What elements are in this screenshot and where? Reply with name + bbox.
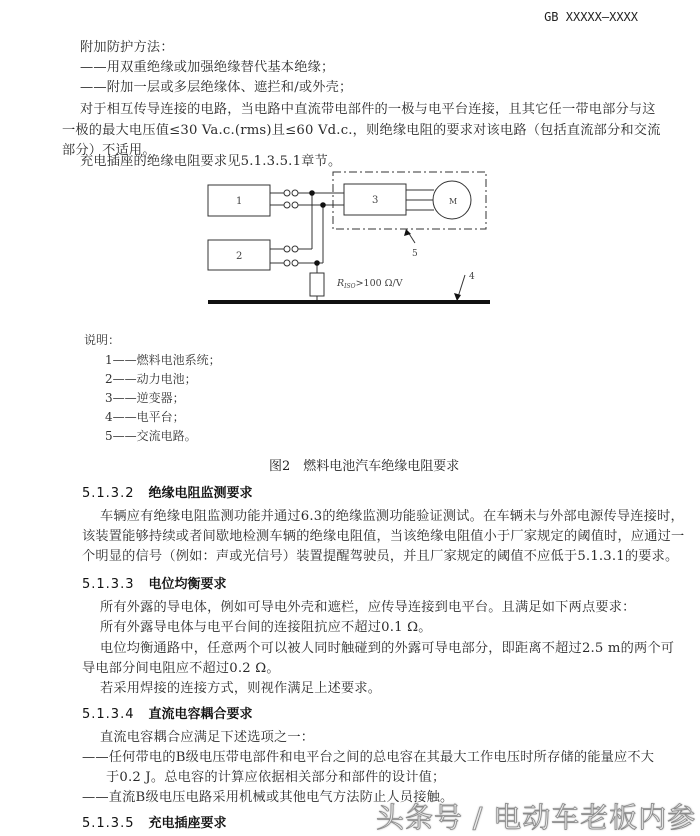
section-title: 电位均衡要求	[148, 577, 227, 592]
paragraph-line: 一极的最大电压值≤30 Va.c.(rms)且≤60 Vd.c.，则绝缘电阻的要求对该电路（包括直流部分和交流	[62, 123, 661, 138]
section-number: 5.1.3.2	[82, 486, 135, 501]
section-number: 5.1.3.4	[82, 707, 135, 722]
ac-label: 5	[412, 249, 418, 259]
legend-item: 3——逆变器；	[105, 391, 185, 405]
paragraph-line: 导电部分间电阻应不超过0.2 Ω。	[82, 661, 280, 676]
list-item: ——任何带电的B级电压带电部件和电平台之间的总电容在其最大工作电压时所存储的能量应不大	[82, 750, 655, 765]
section-title: 绝缘电阻监测要求	[148, 486, 253, 501]
box3-label: 3	[372, 195, 379, 206]
list-item: ——直流B级电压电路采用机械或其他电气方法防止人员接触。	[82, 790, 454, 805]
paragraph-line: 若采用焊接的连接方式，则视作满足上述要求。	[100, 681, 382, 696]
section-title: 充电插座要求	[148, 816, 227, 831]
section-heading-5-1-3-5	[82, 812, 227, 831]
paragraph-line: 该装置能够持续或者间歇地检测车辆的绝缘电阻值，当该绝缘电阻值小于厂家规定的阈值时，应通过一	[82, 529, 685, 544]
protection-item: ——用双重绝缘或加强绝缘替代基本绝缘；	[80, 60, 335, 75]
additional-protection-title: 附加防护方法：	[80, 40, 174, 55]
section-heading-5-1-3-2	[82, 482, 253, 501]
paragraph-line: 车辆应有绝缘电阻监测功能并通过6.3的绝缘监测功能验证测试。在车辆未与外部电源传导连接时，	[100, 509, 684, 524]
protection-item: ——附加一层或多层绝缘体、遮拦和/或外壳；	[80, 80, 353, 95]
figure-caption: 图2 燃料电池汽车绝缘电阻要求	[269, 459, 460, 474]
paragraph-line: 部分）不适用。	[62, 143, 156, 158]
resistor-label: $R_{ISO}>100$ Ω/V	[337, 278, 403, 290]
legend-item: 4——电平台；	[105, 410, 185, 424]
section-number: 5.1.3.3	[82, 577, 135, 592]
paragraph-line: 所有外露导电体与电平台间的连接阻抗应不超过0.1 Ω。	[100, 620, 432, 635]
legend-item: 1——燃料电池系统；	[105, 353, 221, 367]
charging-socket-reference: 充电插座的绝缘电阻要求见5.1.3.5.1章节。	[80, 154, 342, 169]
legend-item: 5——交流电路。	[105, 429, 197, 443]
insulation-resistance-diagram	[0, 0, 700, 320]
paragraph-line: 对于相互传导连接的电路，当电路中直流带电部件的一极与电平台连接，且其它任一带电部分与这	[80, 102, 656, 117]
legend-item: 2——动力电池；	[105, 372, 197, 386]
section-title: 直流电容耦合要求	[148, 707, 253, 722]
paragraph-line: 电位均衡通路中，任意两个可以被人同时触碰到的外露可导电部分，即距离不超过2.5 m的两个可	[100, 641, 675, 656]
paragraph-line: 直流电容耦合应满足下述选项之一：	[100, 730, 315, 745]
document-code: GB XXXXX—XXXX	[544, 10, 638, 24]
motor-label: M	[449, 197, 458, 206]
platform-label: 4	[469, 272, 475, 282]
watermark: 头条号 / 电动车老板内参	[376, 801, 697, 834]
electrical-platform-bar	[208, 300, 490, 304]
paragraph-line: 个明显的信号（例如：声或光信号）装置提醒驾驶员，并且厂家规定的阈值不应低于5.1.3.1的要求。	[82, 549, 679, 564]
box2-label: 2	[236, 251, 243, 262]
box1-label: 1	[236, 196, 243, 207]
paragraph-line: 所有外露的导电体，例如可导电外壳和遮栏，应传导连接到电平台。且满足如下两点要求：	[100, 600, 636, 615]
section-heading-5-1-3-3	[82, 573, 227, 592]
legend-title: 说明：	[84, 333, 121, 347]
section-heading-5-1-3-4	[82, 703, 253, 722]
list-item-continuation: 于0.2 J。总电容的计算应依据相关部分和部件的设计值；	[106, 770, 446, 785]
section-number: 5.1.3.5	[82, 816, 135, 831]
resistor-icon	[310, 273, 324, 296]
